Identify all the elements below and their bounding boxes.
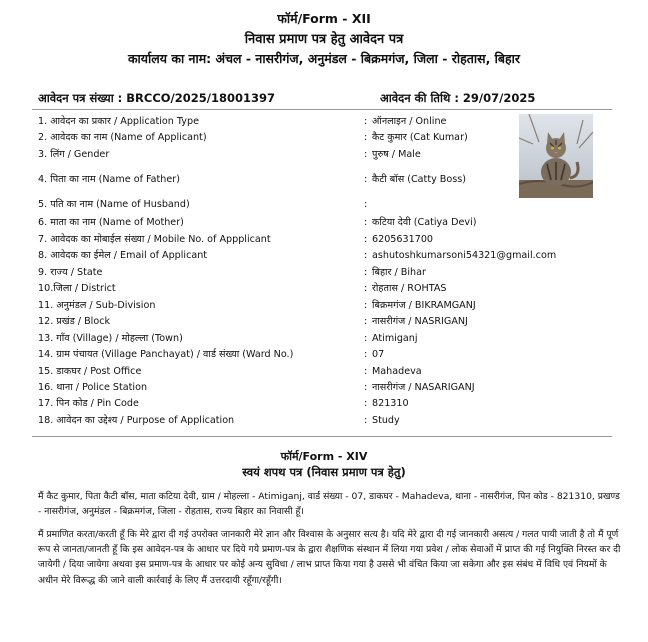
applicant-photo bbox=[519, 114, 593, 198]
header-divider bbox=[32, 109, 612, 110]
field-colon: : bbox=[364, 234, 368, 245]
affidavit-paragraph-2: मैं प्रमाणित करता/करती हूँ कि मेरे द्वारा दी गई उपरोक्त जानकारी मेरे ज्ञान और विश्वास के अनुसार सत्य है। यदि मेरे द्वारा दी गई जानकारी असत्य / गलत पायी जाती है तो मैं पूर्ण रूप से जानता/जानती हूँ कि इस आवेदन-पत्र के आधार पर दिये गये प्रमाण-पत्र के द्वारा शैक्षणिक संस्थान में लिया गया प्रवेश / लोक सेवाओं में प्राप्त की गई नियुक्ति निरस्त कर दी जायेगी / दिया जायेगा अथवा इस प्रमाण-पत्र के आधार पर कोई अन्य सुविधा / लाभ प्राप्त किया गया है उससे भी वंचित किया जा सकेगा और इस संबंध में विधि एवं नियमों के अधीन मेरे विरूद्ध की जाने वाली कार्रवाई के लिए मैं उत्तरदायी रहूँगा/रहूँगी। bbox=[38, 529, 621, 586]
field-label: 1. आवेदन का प्रकार / Application Type bbox=[38, 116, 199, 127]
field-colon: : bbox=[364, 132, 368, 143]
field-row bbox=[38, 215, 508, 231]
field-colon: : bbox=[364, 217, 368, 228]
field-colon: : bbox=[364, 349, 368, 360]
cat-photo-icon bbox=[519, 114, 593, 198]
field-row bbox=[38, 314, 508, 330]
field-colon: : bbox=[364, 316, 368, 327]
field-label: 11. अनुमंडल / Sub-Division bbox=[38, 300, 156, 311]
field-row bbox=[38, 172, 508, 188]
field-label: 15. डाकघर / Post Office bbox=[38, 366, 142, 377]
field-row bbox=[38, 114, 508, 130]
form-title: फॉर्म/Form - XII bbox=[277, 11, 371, 26]
field-colon: : bbox=[364, 149, 368, 160]
field-value: कैट कुमार (Cat Kumar) bbox=[372, 132, 468, 143]
field-value: Mahadeva bbox=[372, 366, 422, 377]
field-value: कटिया देवी (Catiya Devi) bbox=[372, 217, 477, 228]
field-row bbox=[38, 298, 508, 314]
field-label: 13. गाँव (Village) / मोहल्ला (Town) bbox=[38, 333, 183, 344]
field-value: Study bbox=[372, 415, 400, 426]
field-row bbox=[38, 331, 508, 347]
field-label: 6. माता का नाम (Name of Mother) bbox=[38, 217, 184, 228]
affidavit-subtitle: स्वयं शपथ पत्र (निवास प्रमाण पत्र हेतु) bbox=[242, 465, 406, 479]
section-divider bbox=[32, 436, 612, 437]
field-label: 4. पिता का नाम (Name of Father) bbox=[38, 174, 180, 185]
field-colon: : bbox=[364, 267, 368, 278]
office-line: कार्यालय का नाम: अंचल - नासरीगंज, अनुमंडल - बिक्रमगंज, जिला - रोहतास, बिहार bbox=[127, 51, 521, 66]
field-label: 12. प्रखंड / Block bbox=[38, 316, 111, 327]
field-label: 5. पति का नाम (Name of Husband) bbox=[38, 199, 190, 210]
field-value: Atimiganj bbox=[372, 333, 418, 344]
field-colon: : bbox=[364, 366, 368, 377]
field-row bbox=[38, 232, 508, 248]
field-row bbox=[38, 396, 508, 412]
field-label: 17. पिन कोड / Pin Code bbox=[38, 398, 139, 409]
field-value: कैटी बॉस (Catty Boss) bbox=[372, 174, 466, 185]
field-label: 18. आवेदन का उद्देश्य / Purpose of Application bbox=[38, 415, 235, 426]
field-label: 14. ग्राम पंचायत (Village Panchayat) / वार्ड संख्या (Ward No.) bbox=[38, 349, 294, 360]
field-value: बिक्रमगंज / BIKRAMGANJ bbox=[372, 300, 476, 311]
field-colon: : bbox=[364, 398, 368, 409]
field-row bbox=[38, 380, 508, 396]
affidavit-paragraph-1: मैं कैट कुमार, पिता कैटी बॉस, माता कटिया देवी, ग्राम / मोहल्ला - Atimiganj, वार्ड संख्या - 07, डाकघर - Mahadeva, थाना - नासरीगंज, पिन कोड - 821310, प्रखण्ड - नासरीगंज, अनुमंडल - बिक्रमगंज, जिला - रोहतास, राज्य बिहार का निवासी हूँ। bbox=[38, 491, 620, 518]
field-colon: : bbox=[364, 333, 368, 344]
field-row bbox=[38, 248, 557, 264]
field-value: ashutoshkumarsoni54321@gmail.com bbox=[372, 250, 557, 261]
field-colon: : bbox=[364, 116, 368, 127]
field-label: 3. लिंग / Gender bbox=[38, 149, 110, 160]
field-colon: : bbox=[364, 415, 368, 426]
field-colon: : bbox=[364, 174, 368, 185]
form-subtitle: निवास प्रमाण पत्र हेतु आवेदन पत्र bbox=[244, 32, 404, 47]
field-colon: : bbox=[364, 199, 368, 210]
field-row bbox=[38, 147, 508, 163]
field-colon: : bbox=[364, 283, 368, 294]
field-colon: : bbox=[364, 300, 368, 311]
field-value: नासरीगंज / NASRIGANJ bbox=[372, 316, 468, 327]
field-colon: : bbox=[364, 250, 368, 261]
field-value: ऑनलाइन / Online bbox=[372, 116, 447, 127]
field-value: 821310 bbox=[372, 398, 409, 409]
field-row bbox=[38, 347, 508, 363]
field-value: नासरीगंज / NASARIGANJ bbox=[372, 382, 475, 393]
field-label: 7. आवेदक का मोबाईल संख्या / Mobile No. of Appplicant bbox=[38, 234, 271, 245]
field-row bbox=[38, 197, 508, 213]
field-colon: : bbox=[364, 382, 368, 393]
field-value: बिहार / Bihar bbox=[372, 267, 426, 278]
field-label: 9. राज्य / State bbox=[38, 267, 103, 278]
affidavit-title: फॉर्म/Form - XIV bbox=[280, 450, 368, 463]
field-row bbox=[38, 130, 508, 146]
application-number: आवेदन पत्र संख्या : BRCCO/2025/18001397 bbox=[38, 91, 275, 105]
field-row bbox=[38, 265, 508, 281]
field-label: 2. आवेदक का नाम (Name of Applicant) bbox=[38, 132, 207, 143]
field-row bbox=[38, 413, 508, 429]
field-value: पुरुष / Male bbox=[372, 149, 421, 160]
field-label: 8. आवेदक का ईमेल / Email of Applicant bbox=[38, 250, 208, 261]
field-row bbox=[38, 364, 508, 380]
application-date: आवेदन की तिथि : 29/07/2025 bbox=[380, 91, 536, 105]
field-label: 10.जिला / District bbox=[38, 283, 116, 294]
field-row bbox=[38, 281, 508, 297]
field-value: 6205631700 bbox=[372, 234, 434, 245]
field-value: 07 bbox=[372, 349, 385, 360]
field-value: रोहतास / ROHTAS bbox=[372, 283, 447, 294]
field-label: 16. थाना / Police Station bbox=[38, 382, 148, 393]
